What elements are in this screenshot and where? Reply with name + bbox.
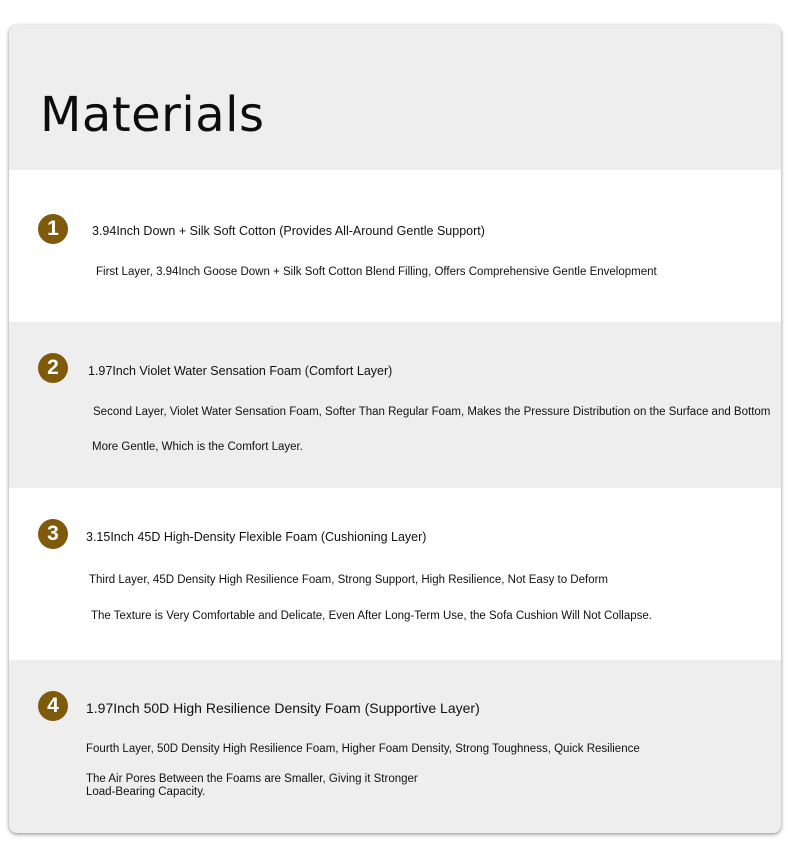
layer-section-4 — [9, 660, 781, 833]
layer-description-line: Fourth Layer, 50D Density High Resilience Foam, Higher Foam Density, Strong Toughness, Quick Resilience — [86, 743, 640, 755]
layer-section-2 — [9, 322, 781, 488]
layer-number-badge: 4 — [38, 691, 68, 721]
layer-description-line: Second Layer, Violet Water Sensation Foam, Softer Than Regular Foam, Makes the Pressure Distribution on the Surface and Bottom — [93, 406, 771, 418]
layer-section-1 — [9, 170, 781, 322]
layer-number-badge: 2 — [38, 353, 68, 383]
layer-heading: 1.97Inch Violet Water Sensation Foam (Comfort Layer) — [88, 364, 393, 378]
layer-description-line: The Air Pores Between the Foams are Smaller, Giving it Stronger — [86, 773, 418, 785]
page-title: Materials — [40, 87, 265, 143]
layer-heading: 3.94Inch Down + Silk Soft Cotton (Provides All-Around Gentle Support) — [92, 224, 485, 238]
materials-card — [9, 25, 781, 833]
layer-description-line: Third Layer, 45D Density High Resilience Foam, Strong Support, High Resilience, Not Easy to Deform — [89, 574, 609, 586]
layer-description-line: First Layer, 3.94Inch Goose Down + Silk Soft Cotton Blend Filling, Offers Comprehensive Gentle Envelopment — [96, 266, 657, 278]
layer-description-line: Load-Bearing Capacity. — [86, 786, 206, 798]
layer-description-line: More Gentle, Which is the Comfort Layer. — [92, 441, 303, 453]
layer-section-3 — [9, 488, 781, 660]
layer-heading: 3.15Inch 45D High-Density Flexible Foam (Cushioning Layer) — [86, 530, 427, 544]
layer-heading: 1.97Inch 50D High Resilience Density Foam (Supportive Layer) — [86, 700, 480, 716]
layer-description-line: The Texture is Very Comfortable and Delicate, Even After Long-Term Use, the Sofa Cushion Will Not Collapse. — [91, 610, 652, 622]
layer-number-badge: 3 — [38, 519, 68, 549]
layer-number-badge: 1 — [38, 214, 68, 244]
